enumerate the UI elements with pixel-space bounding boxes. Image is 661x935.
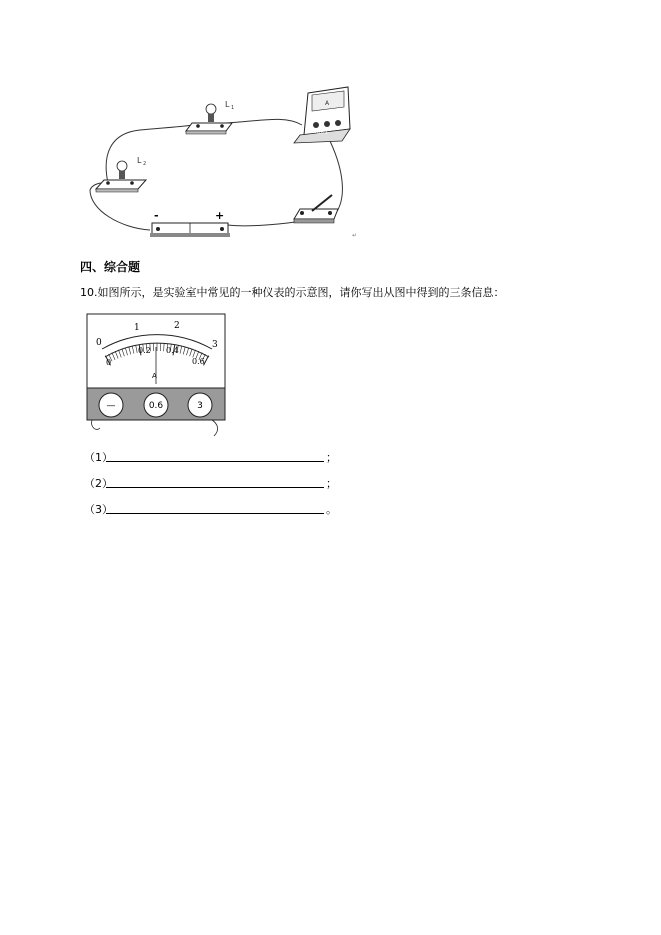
wire-switch-battery (228, 222, 295, 226)
terminal-0-6-label: 0.6 (148, 401, 164, 411)
battery-negative-label: - (154, 209, 159, 222)
ammeter-letter: A (325, 100, 330, 107)
lamp-l2 (96, 161, 146, 192)
answer-label-1: （1） (84, 451, 113, 464)
scale-bottom-1: 0.2 (138, 346, 151, 355)
scale-bottom-3: 0.6 (192, 357, 205, 366)
scale-top-0: 0 (96, 338, 102, 348)
circuit-diagram (80, 85, 370, 245)
terminal-negative-label: — (106, 401, 116, 411)
answer-end-3: 。 (326, 503, 337, 516)
answer-blank-3[interactable] (106, 513, 324, 514)
scale-bottom-0: 0 (106, 358, 112, 367)
battery-box (150, 223, 230, 237)
battery-positive-label: + (215, 209, 225, 222)
question-text: 10.如图所示，是实验室中常见的一种仪表的示意图，请你写出从图中得到的三条信息： (80, 286, 505, 299)
answer-label-2: （2） (84, 477, 113, 490)
wire-lamp1-ammeter (227, 119, 302, 125)
answer-blank-1[interactable] (106, 461, 324, 462)
ammeter-terminals: — 0.6 3 (312, 130, 328, 135)
svg-text:↵: ↵ (352, 232, 358, 239)
ammeter-dial (84, 312, 244, 442)
scale-top-3: 3 (212, 340, 218, 350)
answer-label-3: （3） (84, 503, 113, 516)
answer-end-1: ； (326, 451, 337, 464)
scale-top-1: 1 (134, 323, 140, 333)
answer-blank-2[interactable] (106, 487, 324, 488)
switch-device (294, 195, 338, 223)
lamp1-sub: 1 (231, 105, 235, 111)
scale-bottom-2: 0.4 (166, 346, 179, 355)
lamp2-sub: 2 (143, 161, 147, 167)
section-heading: 四、综合题 (80, 260, 141, 274)
lamp2-label: L (137, 156, 142, 165)
wire-ammeter-switch (328, 137, 342, 213)
lamp1-label: L (225, 100, 230, 109)
terminal-3-label: 3 (197, 401, 203, 411)
meter-unit: A (152, 372, 157, 380)
scale-top-2: 2 (174, 321, 180, 331)
answer-end-2: ； (326, 477, 337, 490)
